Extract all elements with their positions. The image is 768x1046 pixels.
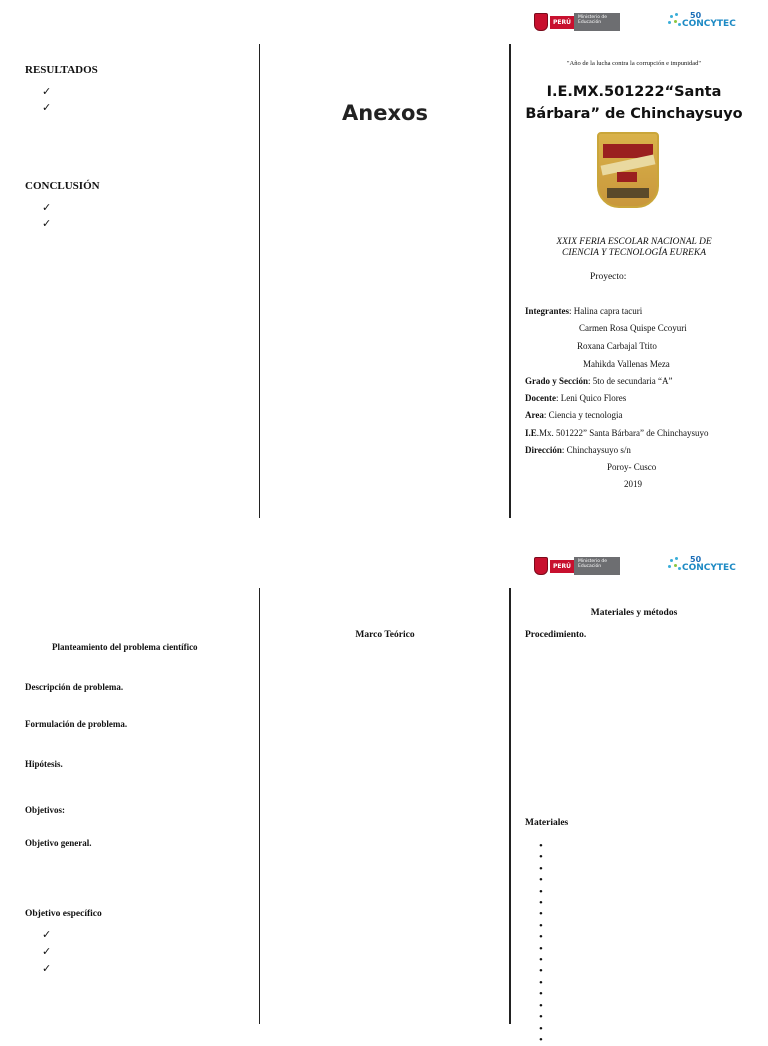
bullet-icon: • xyxy=(539,1011,543,1024)
school-crest-icon xyxy=(597,132,659,208)
bullet-icon: • xyxy=(539,840,543,852)
bullet-icon: • xyxy=(539,999,543,1012)
lugar: Poroy- Cusco xyxy=(607,462,657,472)
concytec-number: 50 xyxy=(690,555,702,564)
fair-title xyxy=(514,237,754,259)
formulacion-heading: Formulación de problema. xyxy=(25,719,128,729)
check-icon: ✓ xyxy=(42,946,52,958)
integrante-4: Mahikda Vallenas Meza xyxy=(583,359,670,369)
docente-row xyxy=(525,393,626,403)
conclusion-checklist xyxy=(42,200,51,232)
minedu-logo xyxy=(534,555,620,577)
ie-label: I.E xyxy=(525,428,537,438)
bullet-icon: • xyxy=(539,885,543,898)
bullet-icon: • xyxy=(539,976,543,989)
integrantes-row: Integrantes: Halina capra tacuri xyxy=(525,306,643,316)
bullet-icon: • xyxy=(539,862,543,875)
direccion-value: : Chinchaysuyo s/n xyxy=(561,445,631,455)
marco-teorico-heading: Marco Teórico xyxy=(355,630,415,640)
check-icon: ✓ xyxy=(42,218,52,230)
bullet-icon: • xyxy=(539,942,543,955)
bullet-icon: • xyxy=(539,931,543,944)
materiales-bullet-list xyxy=(539,841,543,1046)
motto: "Año de la lucha contra la corrupción e impunidad" xyxy=(566,60,702,67)
ministry-label: Ministerio de Educación xyxy=(574,557,620,575)
peru-shield-icon xyxy=(534,13,548,31)
fair-title-line2: CIENCIA Y TECNOLOGÍA EUREKA xyxy=(561,248,706,258)
concytec-name: CONCYTEC xyxy=(682,19,736,29)
objetivo-general-heading: Objetivo general. xyxy=(25,838,92,848)
area-value: : Ciencia y tecnologia xyxy=(543,410,623,420)
planteamiento-heading: Planteamiento del problema científico xyxy=(52,642,198,652)
integrantes-label: Integrantes xyxy=(525,306,569,316)
check-icon: ✓ xyxy=(42,102,52,114)
check-icon: ✓ xyxy=(42,202,52,214)
bullet-icon: • xyxy=(539,897,543,910)
area-row xyxy=(525,410,623,420)
bullet-icon: • xyxy=(539,988,543,1001)
descripcion-heading: Descripción de problema. xyxy=(25,682,124,692)
minedu-logo xyxy=(534,11,620,33)
peru-shield-icon xyxy=(534,557,548,575)
top-divider-2 xyxy=(509,44,511,518)
check-icon: ✓ xyxy=(42,86,52,98)
bottom-divider-1 xyxy=(259,588,260,1024)
area-label: Area xyxy=(525,410,544,420)
peru-label: PERÚ xyxy=(550,560,574,573)
bottom-divider-2 xyxy=(509,588,511,1024)
objetivo-especifico-checklist xyxy=(42,927,51,978)
bullet-icon: • xyxy=(539,851,543,864)
bullet-icon: • xyxy=(539,1022,543,1035)
resultados-checklist xyxy=(42,84,51,116)
check-icon: ✓ xyxy=(42,963,52,975)
ministry-label: Ministerio de Educación xyxy=(574,13,620,31)
ie-value: .Mx. 501222” Santa Bárbara” de Chinchaysuyo xyxy=(536,428,709,438)
check-icon: ✓ xyxy=(42,929,52,941)
proyecto-label: Proyecto: xyxy=(590,272,627,282)
anexos-heading: Anexos xyxy=(342,101,428,125)
integrante-2: Carmen Rosa Quispe Ccoyuri xyxy=(579,323,687,333)
ie-row xyxy=(525,428,708,438)
grado-row xyxy=(525,376,672,386)
docente-label: Docente xyxy=(525,393,556,403)
bullet-icon: • xyxy=(539,1033,543,1046)
top-divider-1 xyxy=(259,44,260,518)
bullet-icon: • xyxy=(539,874,543,887)
concytec-name: CONCYTEC xyxy=(682,563,736,573)
fair-title-line1: XXIX FERIA ESCOLAR NACIONAL DE xyxy=(556,237,712,247)
concytec-logo xyxy=(668,555,736,573)
grado-value: : 5to de secundaria “A” xyxy=(588,376,673,386)
concytec-number: 50 xyxy=(690,11,702,20)
hipotesis-heading: Hipótesis. xyxy=(25,759,63,769)
bullet-icon: • xyxy=(539,954,543,967)
materiales-metodos-heading: Materiales y métodos xyxy=(590,608,678,618)
objetivos-heading: Objetivos: xyxy=(25,805,65,815)
concytec-logo xyxy=(668,11,736,29)
direccion-row xyxy=(525,445,631,455)
school-name-line2: Bárbara” de Chinchaysuyo xyxy=(525,106,743,122)
grado-label: Grado y Sección xyxy=(525,376,588,386)
bullet-icon: • xyxy=(539,908,543,921)
objetivo-especifico-heading: Objetivo específico xyxy=(25,909,102,919)
school-name-line1: I.E.MX.501222“Santa xyxy=(546,84,722,100)
concytec-dots-icon xyxy=(668,13,682,27)
bullet-icon: • xyxy=(539,965,543,978)
docente-value: : Leni Quico Flores xyxy=(556,393,627,403)
integrante-1: Halina capra tacuri xyxy=(573,306,643,316)
year: 2019 xyxy=(624,479,642,489)
conclusion-heading: CONCLUSIÓN xyxy=(25,180,100,192)
bullet-icon: • xyxy=(539,919,543,932)
integrante-3: Roxana Carbajal Ttito xyxy=(577,341,657,351)
materiales-heading: Materiales xyxy=(525,818,569,828)
procedimiento-heading: Procedimiento. xyxy=(525,630,587,640)
direccion-label: Dirección xyxy=(525,445,562,455)
resultados-heading: RESULTADOS xyxy=(25,64,98,76)
concytec-dots-icon xyxy=(668,557,682,571)
peru-label: PERÚ xyxy=(550,16,574,29)
